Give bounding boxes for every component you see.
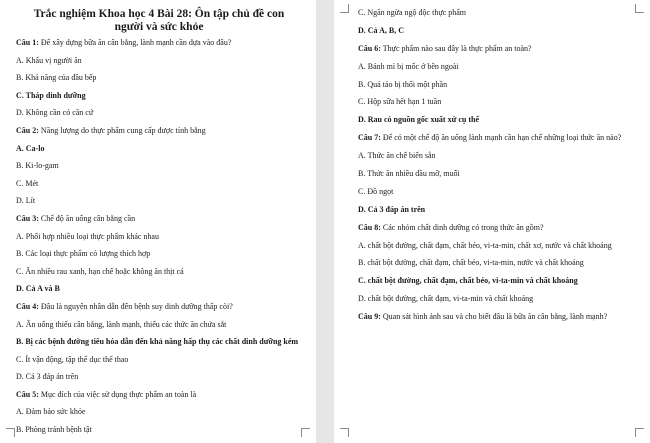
answer-option: A. Phối hợp nhiều loại thực phẩm khác nhau bbox=[16, 231, 159, 241]
page-corner-mark bbox=[6, 428, 15, 437]
question-number: Câu 7: bbox=[358, 133, 381, 143]
answer-option: A. chất bột đường, chất đạm, chất béo, vi-ta-min, chất xơ, nước và chất khoáng bbox=[358, 240, 612, 250]
question-number: Câu 3: bbox=[16, 213, 39, 223]
answer-option: B. Khả năng của đầu bếp bbox=[16, 73, 97, 83]
correct-answer-option: C. chất bột đường, chất đạm, chất béo, vi-ta-min và chất khoáng bbox=[358, 276, 578, 286]
question-list-left bbox=[16, 38, 302, 435]
answer-option: C. Ít vận động, tập thể dục thể thao bbox=[16, 354, 129, 364]
answer-option: D. Không cần có căn cứ bbox=[16, 108, 94, 118]
question-text bbox=[16, 302, 302, 312]
answer-option: A. Đảm bảo sức khỏe bbox=[16, 407, 86, 417]
question-number: Câu 6: bbox=[358, 43, 381, 53]
answer-option: C. Mét bbox=[16, 178, 39, 188]
question-text bbox=[358, 44, 636, 54]
correct-answer-option: C. Tháp dinh dưỡng bbox=[16, 90, 86, 100]
correct-answer-option: A. Ca-lo bbox=[16, 143, 45, 153]
correct-answer-option: D. Cả A, B, C bbox=[358, 25, 405, 35]
question-number: Câu 5: bbox=[16, 389, 39, 399]
correct-answer-option: D. Cả 3 đáp án trên bbox=[358, 204, 426, 214]
question-list-right bbox=[358, 8, 636, 322]
answer-option: C. Ăn nhiều rau xanh, hạn chế hoặc không ăn thịt cá bbox=[16, 266, 184, 276]
correct-answer-option: D. Rau có nguồn gốc xuất xứ cụ thể bbox=[358, 115, 480, 125]
question-body: Để có một chế độ ăn uống lành mạnh cần hạn chế những loại thức ăn nào? bbox=[380, 133, 622, 143]
question-body: Chế độ ăn uống cân bằng cần bbox=[38, 213, 136, 223]
question-body: Để xây dựng bữa ăn cân bằng, lành mạnh cần dựa vào đâu? bbox=[38, 38, 232, 47]
answer-option: B. chất bột đường, chất đạm, chất béo, vi-ta-min, nước và chất khoáng bbox=[358, 258, 584, 268]
document-page-right bbox=[334, 0, 650, 443]
question-text bbox=[16, 126, 302, 136]
answer-option: D. Cả 3 đáp án trên bbox=[16, 372, 79, 382]
answer-option: C. Hộp sữa hết hạn 1 tuần bbox=[358, 97, 442, 107]
correct-answer-option: B. Bị các bệnh đường tiêu hóa dẫn đến khả năng hấp thụ các chất dinh dưỡng kém bbox=[16, 337, 299, 347]
answer-option: B. Thức ăn nhiều dầu mỡ, muối bbox=[358, 169, 460, 179]
answer-option: A. Thức ăn chế biến sẵn bbox=[358, 151, 436, 161]
question-text bbox=[16, 214, 302, 224]
question-number: Câu 1: bbox=[16, 38, 39, 47]
question-text bbox=[358, 312, 636, 322]
page-corner-mark bbox=[635, 4, 644, 13]
answer-option: C. Đồ ngọt bbox=[358, 186, 394, 196]
page-corner-mark bbox=[635, 428, 644, 437]
question-body: Mục đích của việc sử dụng thực phẩm an toàn là bbox=[38, 389, 197, 399]
document-title: Trắc nghiệm Khoa học 4 Bài 28: Ôn tập chủ đề con người và sức khỏe bbox=[33, 8, 285, 33]
document-page-left bbox=[0, 0, 316, 443]
answer-option: B. Phòng tránh bệnh tật bbox=[16, 425, 92, 435]
question-text bbox=[16, 38, 302, 48]
page-corner-mark bbox=[301, 428, 310, 437]
question-text bbox=[16, 390, 302, 400]
question-number: Câu 9: bbox=[358, 312, 381, 322]
question-body: Các nhóm chất dinh dưỡng có trong thức ăn gồm? bbox=[380, 222, 544, 232]
answer-option: D. chất bột đường, chất đạm, vi-ta-min và chất khoáng bbox=[358, 294, 534, 304]
question-text bbox=[358, 223, 636, 233]
question-number: Câu 2: bbox=[16, 125, 39, 135]
answer-option: B. Quả táo bị thối một phần bbox=[358, 79, 448, 89]
page-corner-mark bbox=[340, 428, 349, 437]
answer-option: A. Bánh mì bị mốc ở bên ngoài bbox=[358, 61, 459, 71]
question-body: Quan sát hình ảnh sau và cho biết đâu là bữa ăn cân bằng, lành mạnh? bbox=[380, 312, 608, 322]
answer-option: C. Ngăn ngừa ngộ độc thực phẩm bbox=[358, 8, 466, 17]
question-body: Đâu là nguyên nhân dẫn đến bệnh suy dinh dưỡng thấp còi? bbox=[38, 301, 233, 311]
question-text bbox=[358, 133, 636, 143]
answer-option: D. Lít bbox=[16, 196, 36, 206]
question-body: Năng lượng do thực phẩm cung cấp được tính bằng bbox=[38, 125, 206, 135]
answer-option: A. Ăn uống thiếu cân bằng, lành mạnh, thiếu các thức ăn chứa sắt bbox=[16, 319, 227, 329]
question-number: Câu 8: bbox=[358, 222, 381, 232]
answer-option: B. Các loại thực phẩm có lượng thích hợp bbox=[16, 249, 151, 259]
page-corner-mark bbox=[340, 4, 349, 13]
answer-option: B. Ki-lo-gam bbox=[16, 161, 59, 171]
question-number: Câu 4: bbox=[16, 301, 39, 311]
correct-answer-option: D. Cả A và B bbox=[16, 284, 60, 294]
question-body: Thực phẩm nào sau đây là thực phẩm an toàn? bbox=[380, 43, 532, 53]
answer-option: A. Khẩu vị người ăn bbox=[16, 55, 82, 65]
